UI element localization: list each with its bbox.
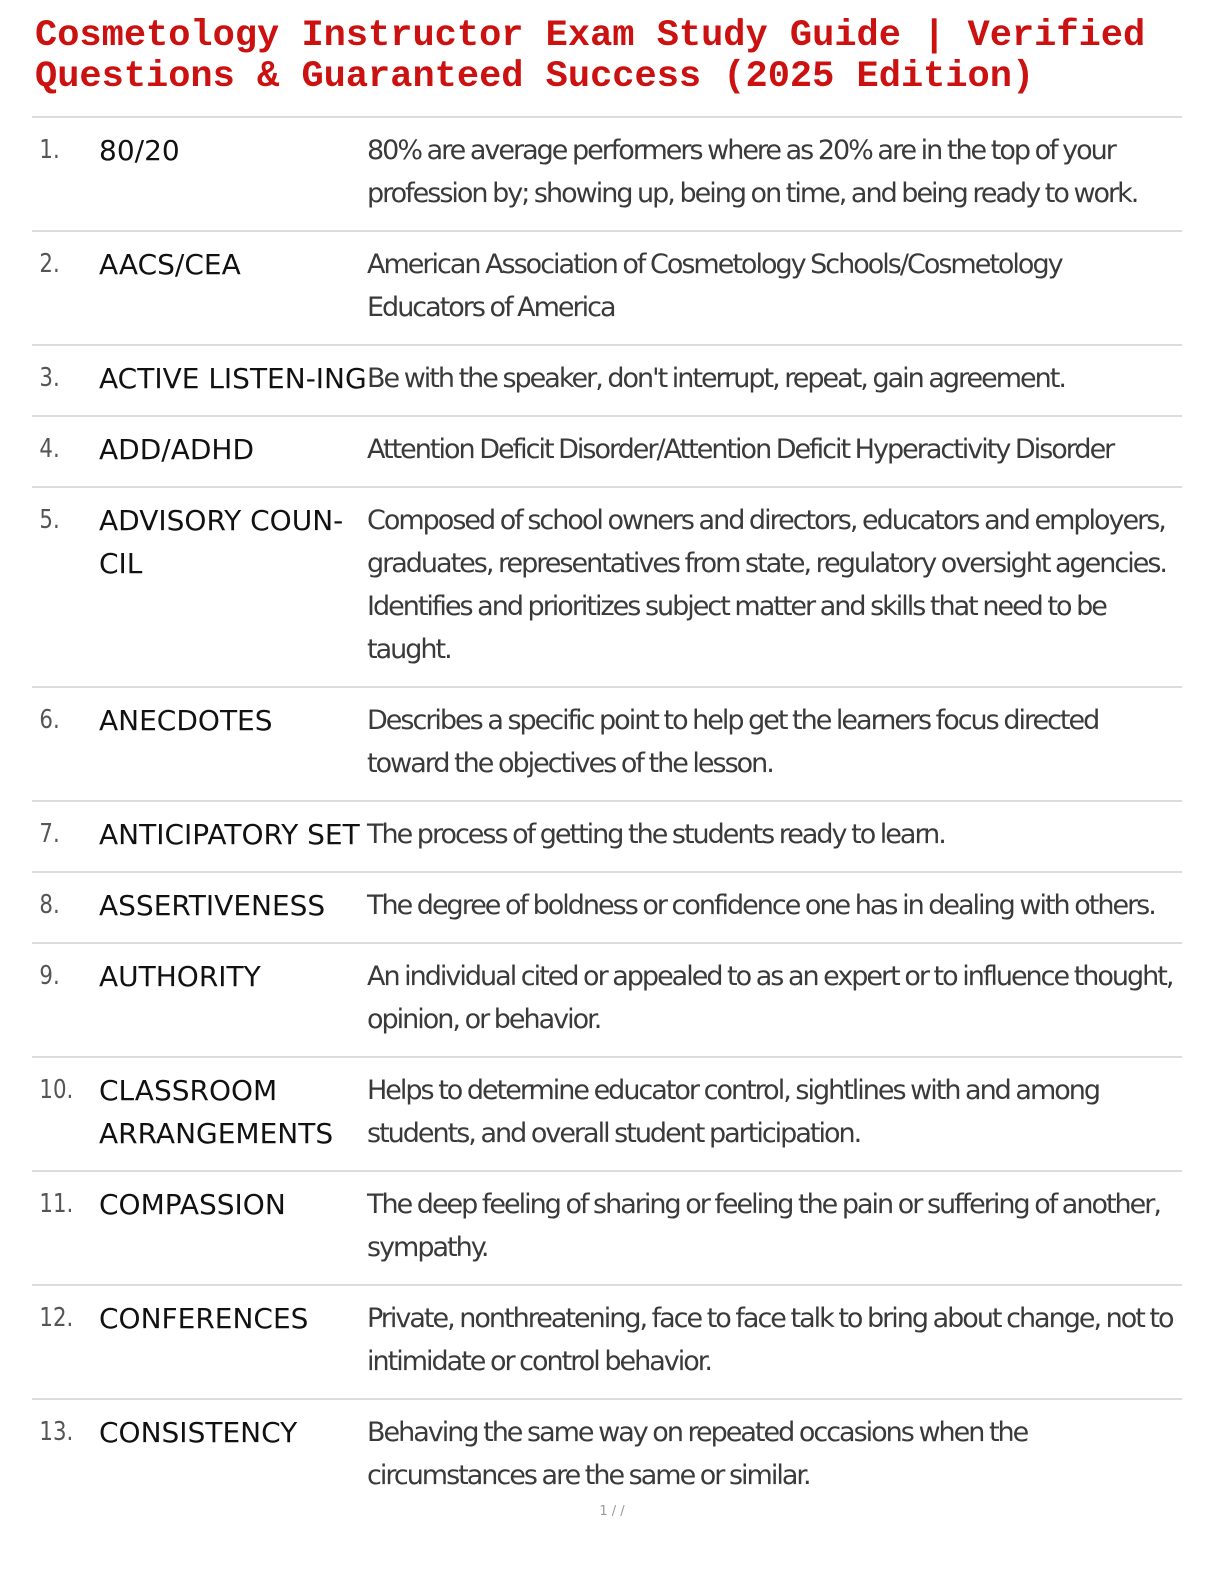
term-definition: The deep feeling of sharing or feeling the pain or suffering of another, sympathy.	[367, 1189, 1160, 1263]
terms-list	[32, 118, 1182, 1512]
term-label: ASSERTIVENESS	[99, 889, 326, 922]
list-item	[32, 1058, 1182, 1172]
term-label: ADVISORY COUN-CIL	[99, 504, 344, 580]
term-definition: Behaving the same way on repeated occasions when the circumstances are the same or similar.	[367, 1417, 1028, 1491]
item-number: 12.	[39, 1303, 74, 1333]
term-definition: Attention Deficit Disorder/Attention Deficit Hyperactivity Disorder	[367, 434, 1114, 465]
item-number: 1.	[39, 135, 60, 165]
term-definition: Be with the speaker, don't interrupt, repeat, gain agreement.	[367, 363, 1065, 394]
item-number: 13.	[39, 1417, 74, 1447]
term-definition: American Association of Cosmetology Schools/Cosmetology Educators of America	[367, 249, 1062, 323]
term-label: AUTHORITY	[99, 960, 261, 993]
term-label: 80/20	[99, 134, 180, 167]
term-definition: Describes a specific point to help get the learners focus directed toward the objectives of the lesson.	[367, 705, 1099, 779]
list-item	[32, 118, 1182, 232]
item-number: 11.	[39, 1189, 74, 1219]
item-number: 3.	[39, 363, 60, 393]
term-label: COMPASSION	[99, 1188, 286, 1221]
term-definition: The process of getting the students ready to learn.	[367, 819, 945, 850]
item-number: 9.	[39, 961, 60, 991]
term-label: AACS/CEA	[99, 248, 241, 281]
item-number: 8.	[39, 890, 60, 920]
list-item	[32, 488, 1182, 688]
term-label: ANECDOTES	[99, 704, 273, 737]
term-definition: Helps to determine educator control, sightlines with and among students, and overall student participation.	[367, 1075, 1100, 1149]
term-label: CONFERENCES	[99, 1302, 309, 1335]
list-item	[32, 1400, 1182, 1512]
term-label: CONSISTENCY	[99, 1416, 298, 1449]
item-number: 10.	[39, 1075, 74, 1105]
list-item	[32, 346, 1182, 417]
item-number: 2.	[39, 249, 60, 279]
list-item	[32, 944, 1182, 1058]
item-number: 6.	[39, 705, 60, 735]
term-definition: The degree of boldness or confidence one has in dealing with others.	[367, 890, 1155, 921]
term-label: ANTICIPATORY SET	[99, 818, 360, 851]
term-label: ACTIVE LISTEN-ING	[99, 362, 367, 395]
term-definition: Composed of school owners and directors, educators and employers, graduates, representatives from state, regulatory oversight agencies. Identifies and prioritizes subject matter and skills that need to be taught.	[367, 505, 1167, 665]
term-definition: An individual cited or appealed to as an expert or to influence thought, opinion, or behavior.	[367, 961, 1173, 1035]
page-indicator: 1 / /	[599, 1504, 625, 1519]
term-definition: 80% are average performers where as 20% are in the top of your profession by; showing up, being on time, and being ready to work.	[367, 135, 1138, 209]
list-item	[32, 1172, 1182, 1286]
item-number: 7.	[39, 819, 60, 849]
page-title: Cosmetology Instructor Exam Study Guide | Verified Questions & Guaranteed Success (2025 Edition)	[35, 15, 1146, 98]
list-item	[32, 873, 1182, 944]
list-item	[32, 232, 1182, 346]
item-number: 5.	[39, 505, 60, 535]
item-number: 4.	[39, 434, 60, 464]
list-item	[32, 417, 1182, 488]
list-item	[32, 802, 1182, 873]
term-label: CLASSROOM ARRANGEMENTS	[99, 1074, 334, 1150]
term-definition: Private, nonthreatening, face to face talk to bring about change, not to intimidate or control behavior.	[367, 1303, 1173, 1377]
term-label: ADD/ADHD	[99, 433, 255, 466]
list-item	[32, 1286, 1182, 1400]
list-item	[32, 688, 1182, 802]
